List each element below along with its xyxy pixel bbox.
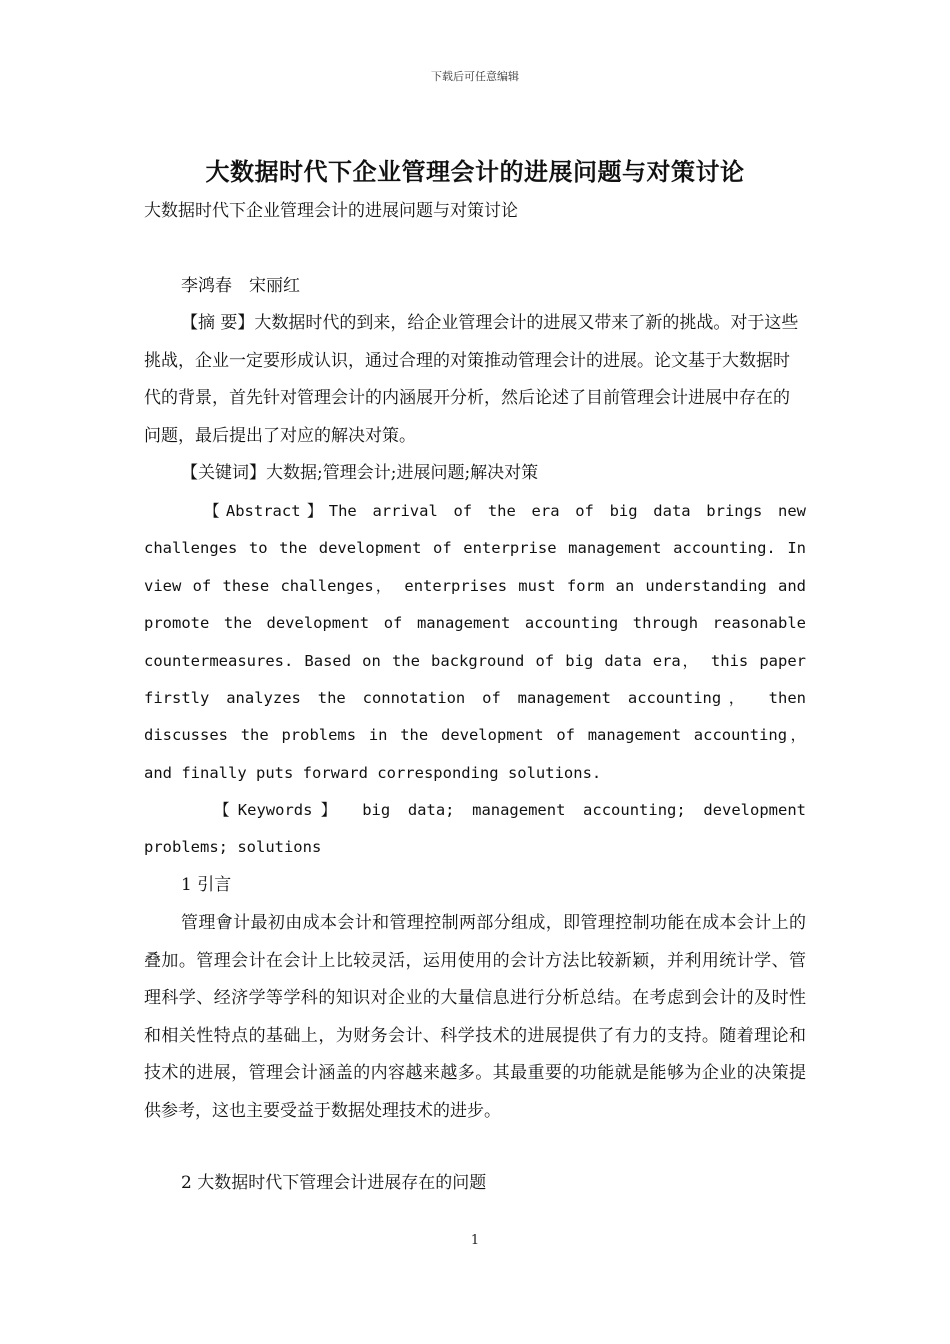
- keywords-english: 【Keywords】 big data; management accounting; development problems; solutions: [144, 801, 806, 857]
- section-heading-problems: 2 大数据时代下管理会计进展存在的问题: [181, 1173, 487, 1193]
- section-heading-introduction: 1 引言: [181, 875, 232, 895]
- header-note: 下载后可任意编辑: [431, 70, 519, 83]
- section-body-introduction: 管理會计最初由成本会计和管理控制两部分组成，即管理控制功能在成本会计上的叠加。管理会计在会计上比较灵活，运用使用的会计方法比较新颖，并利用统计学、管理科学、经济学等学科的知识对企业的大量信息进行分析总结。在考虑到会计的及时性和相关性特点的基础上，为财务会计、科学技术的进展提供了有力的支持。随着理论和技术的进展，管理会计涵盖的内容越来越多。其最重要的功能就是能够为企业的决策提供参考，这也主要受益于数据处理技术的进步。: [144, 913, 806, 1121]
- page-number: 1: [470, 1233, 480, 1248]
- document-title: 大数据时代下企业管理会计的进展问题与对策讨论: [205, 158, 745, 186]
- abstract-chinese: 【摘 要】大数据时代的到来，给企业管理会计的进展又带来了新的挑战。对于这些挑战，企业一定要形成认识，通过合理的对策推动管理会计的进展。论文基于大数据时代的背景，首先针对管理会计的内涵展开分析，然后论述了目前管理会计进展中存在的问题，最后提出了对应的解决对策。: [144, 313, 799, 446]
- abstract-english: 【Abstract】The arrival of the era of big data brings new challenges to the development of enterprise management accounting. In view of these challenges， enterprises must form an understanding and promote the development of management accounting through reasonable countermeasures. Based on the background of big data era， this paper firstly analyzes the connotation of management accounting， then discusses the problems in the development of management accounting， and finally puts forward corresponding solutions.: [144, 502, 806, 782]
- authors: 李鸿春 宋丽红: [181, 276, 300, 296]
- document-subtitle: 大数据时代下企业管理会计的进展问题与对策讨论: [144, 201, 518, 221]
- keywords-chinese: 【关键词】大数据;管理会计;进展问题;解决对策: [181, 463, 539, 483]
